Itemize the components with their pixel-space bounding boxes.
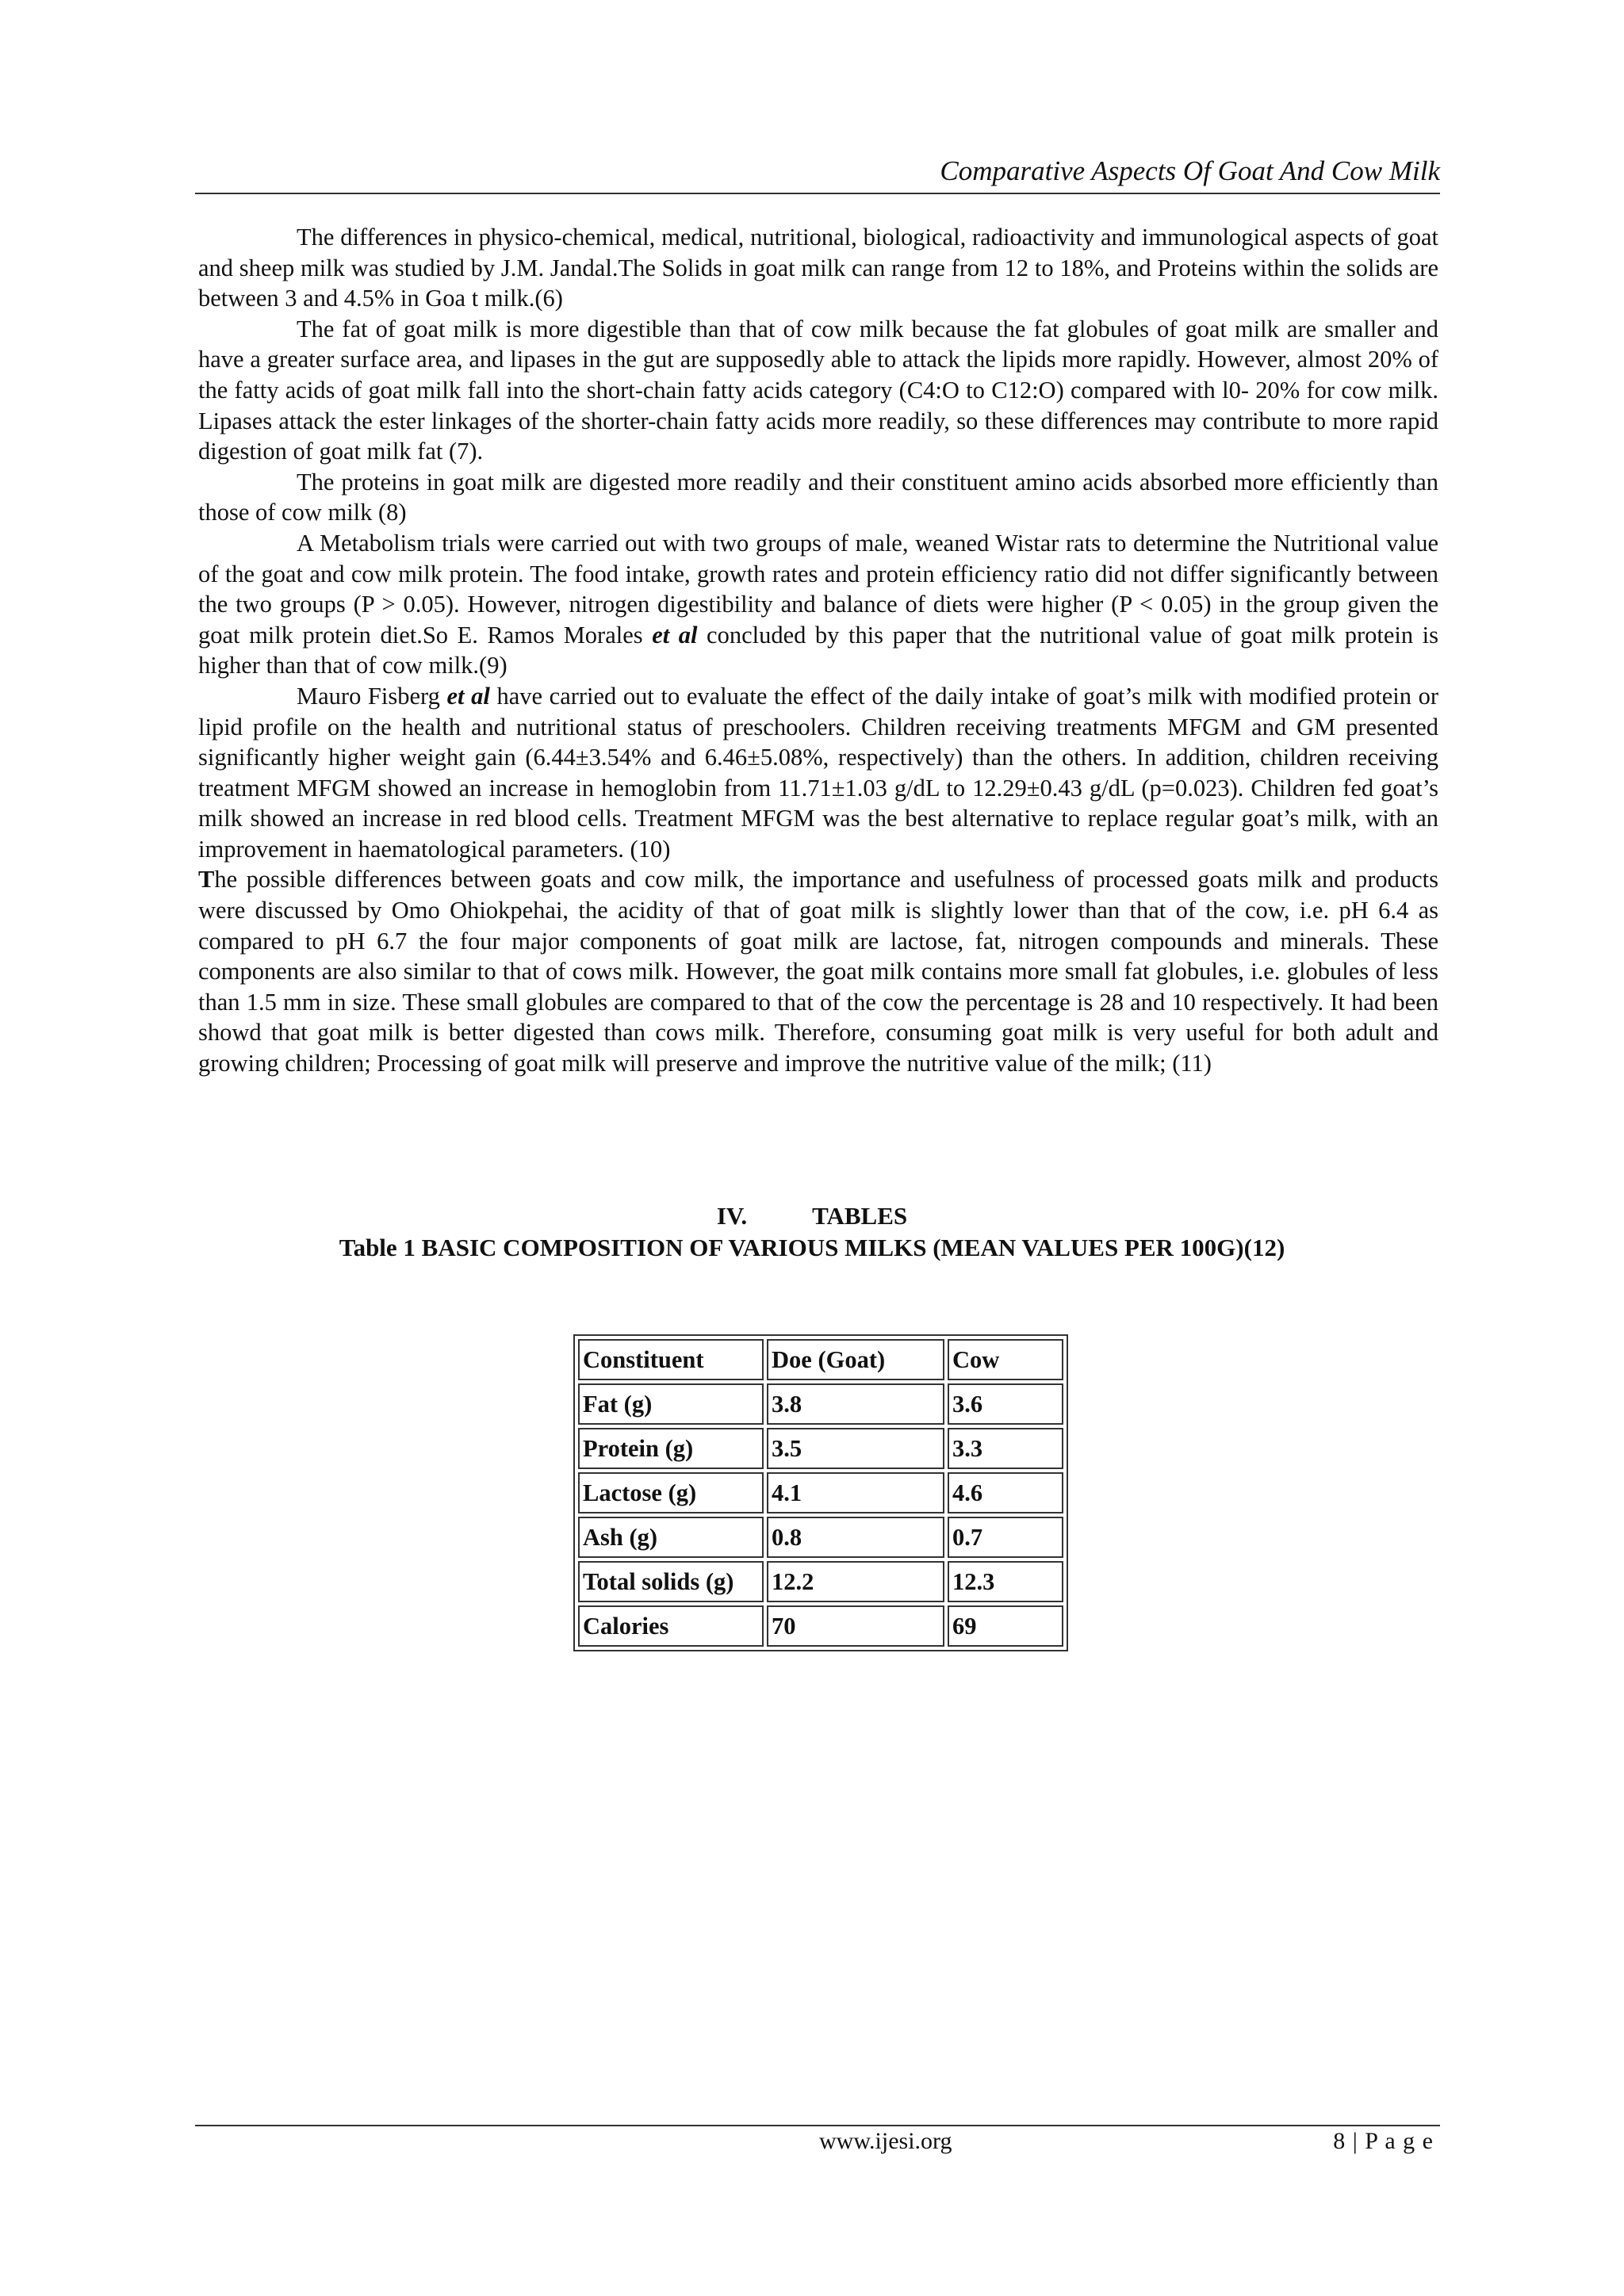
table-cell: Lactose (g) [578,1472,764,1513]
table-row [578,1383,1063,1425]
table-cell: Calories [578,1605,764,1647]
p5-et-al: et al [446,682,490,710]
paragraph-metabolism-trials [198,528,1438,681]
table-cell: 3.8 [767,1383,944,1425]
table-cell: 4.6 [948,1472,1063,1513]
section-heading [0,1202,1624,1230]
p4-et-al: et al [652,621,698,649]
table-header-cell: Doe (Goat) [767,1339,944,1380]
paragraph-fat-digestibility: The fat of goat milk is more digestible than that of cow milk because the fat globules of goat milk are smaller and have a greater surface area, and lipases in the gut are supposedly able to attack the lipids more rapidly. However, almost 20% of the fatty acids of goat milk fall into the short-chain fatty acids category (C4:O to C12:O) compared with l0- 20% for cow milk. Lipases attack the ester linkages of the shorter-chain fatty acids more readily, so these differences may contribute to more rapid digestion of goat milk fat (7). [198,315,1438,465]
running-header-title: Comparative Aspects Of Goat And Cow Milk [940,155,1440,186]
table-row [578,1561,1063,1602]
header-divider [195,193,1440,194]
paragraph-jandal: The differences in physico-chemical, medical, nutritional, biological, radioactivity and immunological aspects of goat and sheep milk was studied by J.M. Jandal.The Solids in goat milk can range from 12 to 18%, and Proteins within the solids are between 3 and 4.5% in Goa t milk.(6) [198,224,1438,312]
table-cell: 70 [767,1605,944,1647]
table-cell: Protein (g) [578,1428,764,1469]
paragraph-fisberg [198,681,1438,865]
table-cell: 4.1 [767,1472,944,1513]
table-cell: 3.3 [948,1428,1063,1469]
footer-website: www.ijesi.org [819,2128,952,2154]
table-header-row [578,1339,1063,1380]
section-number: IV. [716,1202,748,1230]
table-cell: 69 [948,1605,1063,1647]
table-row [578,1428,1063,1469]
paragraph-protein-digestion: The proteins in goat milk are digested more readily and their constituent amino acids absorbed more efficiently than those of cow milk (8) [198,468,1438,526]
p4-text-start: A Metabolism trials were carried out with two groups of male, weaned Wistar rats to determine the Nutritional value of the goat and cow milk protein. The food intake, growth rates and protein efficiency ratio did not differ significantly between the two groups (P > 0.05). However, nitrogen digestibility and balance of diets were higher (P < 0.05) in the group given the goat milk protein diet.So E. Ramos Morales [198,529,1438,649]
table-row [578,1517,1063,1558]
footer-page-number: 8 | P a g e [1333,2128,1434,2154]
table-cell: Total solids (g) [578,1561,764,1602]
table-caption: Table 1 BASIC COMPOSITION OF VARIOUS MILKS (MEAN VALUES PER 100G)(12) [339,1234,1285,1261]
table-cell: Ash (g) [578,1517,764,1558]
p5-text-end: have carried out to evaluate the effect of the daily intake of goat’s milk with modified protein or lipid profile on the health and nutritional status of preschoolers. Children receiving treatments MFGM and GM presented significantly higher weight gain (6.44±3.54% and 6.46±5.08%, respectively) than the others. In addition, children receiving treatment MFGM showed an increase in hemoglobin from 11.71±1.03 g/dL to 12.29±0.43 g/dL (p=0.023). Children fed goat’s milk showed an increase in red blood cells. Treatment MFGM was the best alternative to replace regular goat’s milk, with an improvement in haematological parameters. (10) [198,682,1438,863]
table-cell: 3.5 [767,1428,944,1469]
paragraph-ohiokpehai [198,864,1438,1078]
section-title: TABLES [812,1202,908,1230]
body-text [198,222,1438,1079]
composition-table [573,1334,1068,1651]
table-cell: 0.8 [767,1517,944,1558]
table-header-cell: Cow [948,1339,1063,1380]
table-cell: 12.2 [767,1561,944,1602]
table-cell: 12.3 [948,1561,1063,1602]
table-cell: 3.6 [948,1383,1063,1425]
p4-text-end: concluded by this paper that the nutritional value of goat milk protein is higher than that of cow milk.(9) [198,621,1438,679]
p5-text-start: Mauro Fisberg [297,682,447,710]
table-cell: Fat (g) [578,1383,764,1425]
p6-lead-letter: T [198,866,215,894]
table-row [578,1472,1063,1513]
p6-text: he possible differences between goats and cow milk, the importance and usefulness of processed goats milk and products were discussed by Omo Ohiokpehai, the acidity of that of goat milk is slightly lower than that of the cow, i.e. pH 6.4 as compared to pH 6.7 the four major components of goat milk are lactose, fat, nitrogen compounds and minerals. These components are also similar to that of cows milk. However, the goat milk contains more small fat globules, i.e. globules of less than 1.5 mm in size. These small globules are compared to that of the cow the percentage is 28 and 10 respectively. It had been showd that goat milk is better digested than cows milk. Therefore, consuming goat milk is very useful for both adult and growing children; Processing of goat milk will preserve and improve the nutritive value of the milk; (11) [198,866,1438,1077]
table-header-cell: Constituent [578,1339,764,1380]
table-row [578,1605,1063,1647]
table-cell: 0.7 [948,1517,1063,1558]
footer-divider [195,2125,1440,2126]
